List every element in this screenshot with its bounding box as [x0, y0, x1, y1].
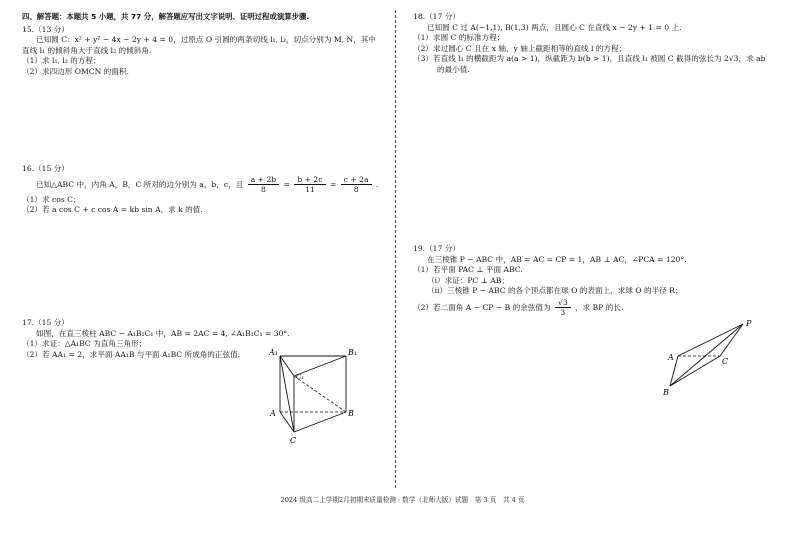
q16-part1: （1）求 cos C； — [22, 194, 81, 204]
q15-stem-line1: 已知圆 C：x² + y² − 4x − 2y + 4 = 0，过原点 O 引圆的两条切线 l₁, l₂，切点分别为 M, N，其中 — [36, 35, 376, 44]
label-B1: B₁ — [348, 348, 358, 357]
q16-frac2-denominator: 11 — [305, 185, 315, 194]
label-B: B — [663, 388, 669, 397]
q18-part2: （2）求过圆心 C 且在 x 轴、y 轴上截距相等的直线 l 的方程； — [413, 43, 627, 53]
q19-frac-numerator: √3 — [555, 298, 571, 308]
q15-stem-line2: 直线 l₁ 的倾斜角大于直线 l₂ 的倾斜角. — [22, 45, 152, 55]
q19-stem: 在三棱锥 P − ABC 中，AB = AC = CP = 1，AB ⊥ AC，∠PCA = 120°. — [427, 254, 687, 264]
q19-part2 — [413, 298, 687, 318]
label-C: C — [290, 436, 297, 445]
q16-frac3-numerator: c + 2a — [341, 175, 372, 185]
q17-number: 17.（15 分） — [22, 318, 69, 327]
page-footer: 2024 级高二上学期2月初期末质量检测 · 数学（北师大版）试题 第 3 页 共 4 页 — [280, 496, 525, 504]
q15-number: 15.（13 分） — [22, 24, 69, 34]
q16-frac2-numerator: b + 2c — [294, 175, 325, 185]
q16-part2: （2）若 a cos C + c cos A = kb sin A，求 k 的值. — [22, 205, 203, 214]
left-column — [22, 12, 382, 445]
q18-number: 18.（17 分） — [413, 12, 460, 21]
q18-part1: （1）求圆 C 的标准方程； — [413, 33, 505, 42]
q16-stem-text: 已知△ABC 中，内角 A，B，C 所对的边分别为 a，b，c，且 — [36, 179, 244, 189]
q16-fraction-3 — [341, 175, 372, 194]
q16-number: 16.（15 分） — [22, 164, 69, 173]
q17-part2: （2）若 AA₁ = 2，求平面 AA₁B 与平面 A₁BC 所成角的正弦值. — [22, 349, 241, 359]
q19-number: 19.（17 分） — [413, 244, 460, 253]
q16-stem — [22, 175, 378, 195]
label-A: A — [270, 409, 276, 418]
q15-part2: （2）求四边形 OMCN 的面积. — [22, 66, 129, 76]
q16-equals-1: = — [283, 179, 290, 189]
q19-fraction — [555, 298, 571, 317]
question-18 — [413, 12, 788, 75]
label-C1: C₁ — [296, 373, 305, 381]
question-17 — [22, 318, 290, 360]
q19-part1-ii: （ii）三棱锥 P − ABC 的各个顶点都在球 O 的表面上，求球 O 的半径 R； — [427, 286, 683, 295]
q17-part1: （1）求证：△A₁BC 为直角三角形； — [22, 339, 147, 348]
q16-frac3-denominator: 8 — [353, 185, 359, 194]
label-A: A — [668, 353, 674, 362]
q19-pyramid-figure — [663, 316, 758, 398]
q17-prism-figure — [268, 346, 380, 456]
q18-part3-cont: 的最小值. — [437, 64, 470, 74]
q16-frac1-denominator: 8 — [261, 185, 266, 194]
q16-period: . — [375, 179, 379, 189]
q16-fraction-1 — [248, 175, 279, 194]
label-P: P — [746, 319, 752, 328]
q19-part1-i: （i）求证：PC ⊥ AB； — [427, 275, 509, 285]
question-16 — [22, 164, 378, 216]
section-heading: 四、解答题：本题共 5 小题，共 77 分，解答题应写出文字说明、证明过程或演算步骤. — [22, 12, 310, 21]
column-divider — [395, 10, 396, 488]
q16-fraction-2 — [294, 175, 325, 194]
label-B: B — [348, 409, 354, 418]
q18-stem: 已知圆 C 过 A(−1,1), B(1,3) 两点，且圆心 C 在直线 x − 2y + 1 = 0 上. — [427, 22, 682, 32]
q19-frac-denominator: 3 — [560, 308, 566, 317]
q16-frac1-numerator: a + 2b — [248, 175, 279, 185]
q15-part1: （1）求 l₁, l₂ 的方程； — [22, 56, 101, 65]
q17-stem: 如图，在直三棱柱 ABC − A₁B₁C₁ 中，AB = 2AC = 4, ∠A₁B₁C₁ = 30°. — [36, 328, 290, 338]
right-column — [413, 12, 788, 397]
q19-part2-end: ，求 BP 的长. — [575, 302, 624, 312]
q19-part2-text: （2）若二面角 A − CP − B 的余弦值为 — [413, 302, 551, 312]
q16-equals-2: = — [329, 179, 337, 189]
question-19 — [413, 244, 687, 318]
label-A1: A₁ — [269, 348, 278, 357]
q18-part3: （3）若直线 l₁ 的横截距为 a(a > 1)，纵截距为 b(b > 1)，且直线 l₁ 被圆 C 截得的弦长为 2√3，求 ab — [413, 54, 766, 63]
question-15 — [22, 25, 382, 78]
q19-part1: （1）若平面 PAC ⊥ 平面 ABC. — [413, 265, 523, 274]
label-C: C — [722, 357, 729, 366]
